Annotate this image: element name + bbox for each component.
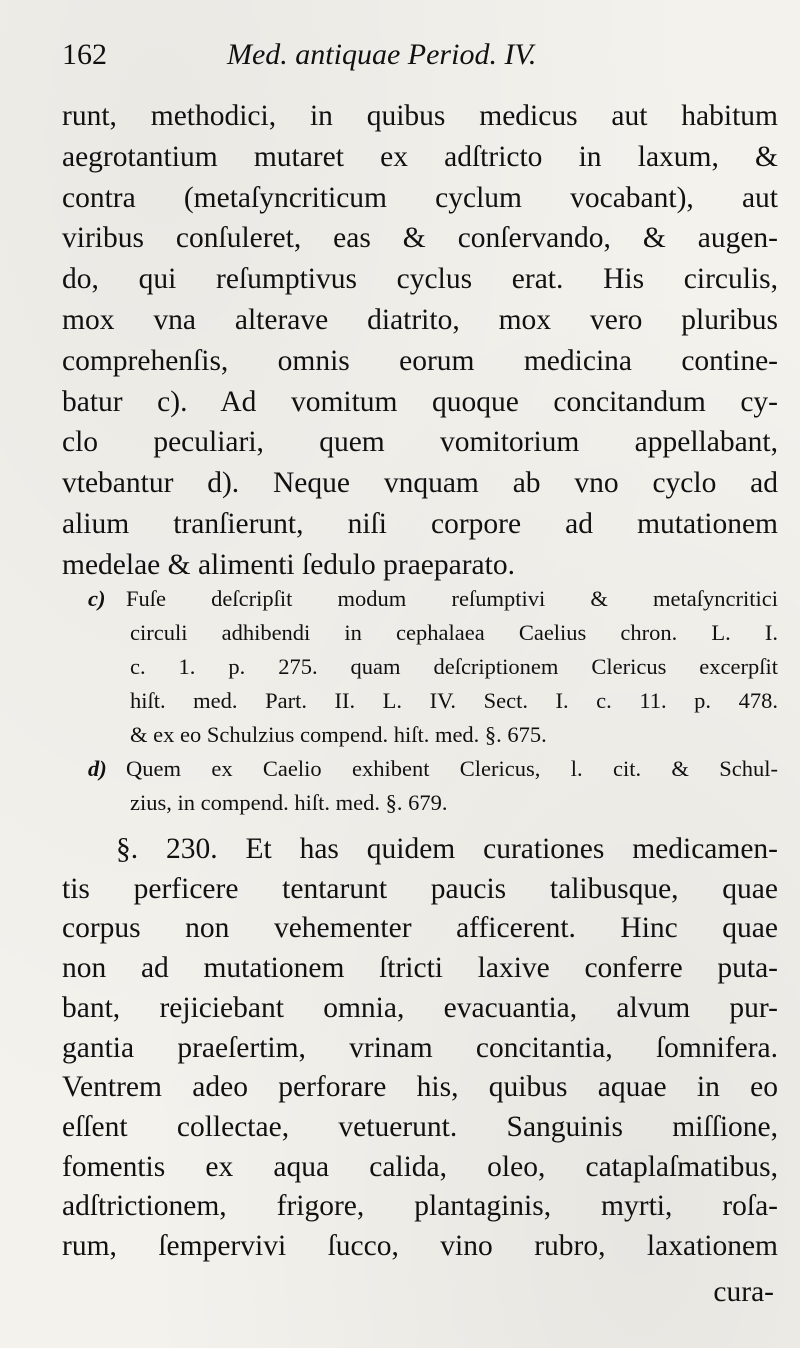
text-line: alium tranſierunt, niſi corpore ad mutationem — [62, 507, 778, 540]
text-line: corpus non vehementer afficerent. Hinc quae — [62, 912, 778, 945]
text-line: fomentis ex aqua calida, oleo, cataplaſmatibus, — [62, 1150, 778, 1183]
text-line: bant, rejiciebant omnia, evacuantia, alvum pur- — [62, 991, 778, 1024]
text-line: gantia praeſertim, vrinam concitantia, ſomnifera. — [62, 1031, 778, 1064]
text-line: aegrotantium mutaret ex adſtricto in laxum, & — [62, 140, 778, 173]
text-line: rum, ſempervivi ſucco, vino rubro, laxationem — [62, 1230, 778, 1263]
text-line: Ventrem adeo perforare his, quibus aquae in eo — [62, 1071, 778, 1104]
catchword: cura- — [713, 1276, 774, 1308]
footnote-c — [62, 582, 778, 752]
text-line: contra (metaſyncriticum cyclum vocabant), aut — [62, 181, 778, 214]
footnote-text: Fuſe deſcripſit modum reſumptivi & metaſyncritici — [126, 586, 778, 611]
text-line: eſſent collectae, vetuerunt. Sanguinis miſſione, — [62, 1110, 778, 1143]
text-line: non ad mutationem ſtricti laxive conferre puta- — [62, 952, 778, 985]
text-line: §. 230. Et has quidem curationes medicamen- — [116, 833, 778, 865]
footnote-mark: c) — [88, 586, 106, 611]
footnote-mark: d) — [88, 756, 107, 781]
footnote-text: Quem ex Caelio exhibent Clericus, l. cit. & Schul- — [126, 756, 778, 781]
text-line: batur c). Ad vomitum quoque concitandum cy- — [62, 385, 778, 418]
footnote-line — [62, 582, 778, 616]
footnote-line — [62, 752, 778, 786]
footnote-line: c. 1. p. 275. quam deſcriptionem Clericus excerpſit — [130, 654, 778, 679]
footnotes — [62, 582, 778, 820]
text-line: do, qui reſumptivus cyclus erat. His circulis, — [62, 263, 778, 296]
section-230 — [62, 830, 778, 1267]
text-line: mox vna alterave diatrito, mox vero pluribus — [62, 303, 778, 336]
footnote-line: hiſt. med. Part. II. L. IV. Sect. I. c. 11. p. 478. — [130, 688, 778, 713]
page-header — [62, 38, 762, 78]
footnote-line: circuli adhibendi in cephalaea Caelius chron. L. I. — [130, 620, 778, 645]
paragraph-main — [62, 96, 778, 586]
text-line: comprehenſis, omnis eorum medicina contine- — [62, 344, 778, 377]
footnote-d — [62, 752, 778, 820]
footnote-line: & ex eo Schulzius compend. hiſt. med. §. 675. — [130, 722, 547, 747]
text-line: tis perficere tentarunt paucis talibusque, quae — [62, 872, 778, 905]
page-number: 162 — [62, 38, 107, 71]
footnote-line: zius, in compend. hiſt. med. §. 679. — [130, 790, 448, 815]
text-line: clo peculiari, quem vomitorium appellabant, — [62, 426, 778, 459]
text-line: vtebantur d). Neque vnquam ab vno cyclo ad — [62, 467, 778, 500]
text-line: adſtrictionem, frigore, plantaginis, myrti, roſa- — [62, 1190, 778, 1223]
text-line: medelae & alimenti ſedulo praeparato. — [62, 548, 515, 581]
text-line: viribus conſuleret, eas & conſervando, & augen- — [62, 222, 778, 255]
text-line: runt, methodici, in quibus medicus aut habitum — [62, 100, 778, 132]
running-head: Med. antiquae Period. IV. — [227, 38, 537, 71]
